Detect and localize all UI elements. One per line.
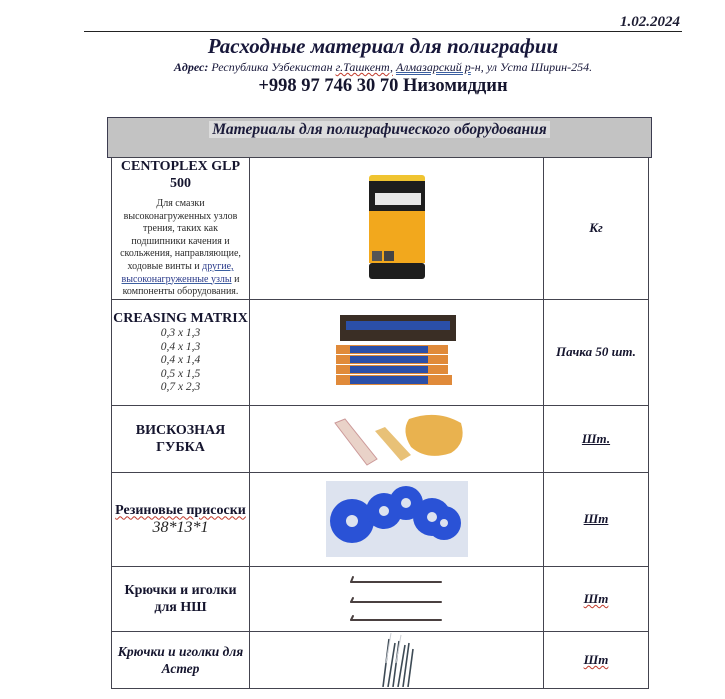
item-description: Для смазки высоконагруженных узлов трения, таких как подшипники качения и скольжения, направляющие, ходовые винты и другие, высоконагруженные узлы и компоненты оборудования. [120, 198, 241, 298]
address-district: Алмазарский р [395, 60, 471, 74]
size-option: 0,5 x 1,5 [160, 367, 201, 380]
item-name: ВИСКОЗНАЯ ГУБКА [135, 422, 226, 455]
item-image-cell [250, 158, 544, 300]
item-name: Крючки и иголки для НШ [124, 582, 237, 615]
table-row [112, 405, 649, 472]
item-name: Резиновые присоски [115, 503, 246, 519]
materials-table [111, 157, 649, 689]
item-name-cell [112, 566, 250, 631]
table-row [112, 472, 649, 566]
item-unit: Пачка 50 шт. [556, 344, 636, 360]
address-line [84, 60, 682, 75]
item-unit-cell [544, 158, 649, 300]
rubber-suction-cups-image [326, 481, 468, 557]
size-option: 0,4 x 1,3 [160, 340, 201, 353]
item-dimensions: 38*13*1 [152, 519, 209, 537]
address-country: Республика Узбекистан [211, 60, 333, 74]
table-row [112, 158, 649, 300]
item-unit-cell [544, 566, 649, 631]
item-image-cell [250, 405, 544, 472]
size-option: 0,4 x 1,4 [160, 354, 201, 366]
item-name: CREASING MATRIX [113, 311, 248, 326]
size-option: 0,7 x 2,3 [160, 381, 201, 393]
item-unit: Шт. [581, 430, 611, 446]
item-image-cell [250, 472, 544, 566]
document-title: Расходные материал для полиграфии [207, 34, 559, 58]
item-image-cell [250, 631, 544, 688]
item-name-cell [112, 299, 250, 405]
item-unit: Шт [583, 590, 609, 606]
item-unit: Кг [589, 220, 603, 236]
item-unit: Шт [583, 511, 609, 527]
section-header [107, 117, 652, 158]
table-row [112, 299, 649, 405]
size-option: 0,3 x 1,3 [160, 327, 201, 339]
item-name-cell [112, 631, 250, 688]
item-unit-cell [544, 405, 649, 472]
header-divider [84, 31, 682, 32]
creasing-matrix-image [332, 313, 462, 391]
item-name: Крючки и иголки для Астер [117, 643, 244, 676]
item-unit-cell [544, 631, 649, 688]
address-label: Адрес: [173, 60, 209, 74]
item-name-cell [112, 405, 250, 472]
table-row [112, 631, 649, 688]
item-name-cell [112, 472, 250, 566]
item-name-cell [112, 158, 250, 300]
item-name: CENTOPLEX GLP 500 [120, 159, 241, 191]
viscose-sponge-image [327, 409, 467, 469]
aster-needles-image [377, 633, 417, 687]
hooks-needles-image [347, 574, 447, 624]
grease-can-image [367, 173, 427, 283]
contact-phone: +998 97 746 30 70 Низомиддин [258, 76, 508, 96]
section-title: Материалы для полиграфического оборудования [209, 121, 549, 138]
item-unit: Шт [583, 651, 609, 667]
item-unit-cell [544, 299, 649, 405]
item-image-cell [250, 299, 544, 405]
address-city: г.Ташкент, [335, 60, 393, 74]
address-rest: -н, ул Уста Ширин-254. [470, 60, 593, 74]
item-unit-cell [544, 472, 649, 566]
item-sizes [112, 327, 249, 395]
item-image-cell [250, 566, 544, 631]
table-row [112, 566, 649, 631]
document-date: 1.02.2024 [620, 14, 680, 30]
